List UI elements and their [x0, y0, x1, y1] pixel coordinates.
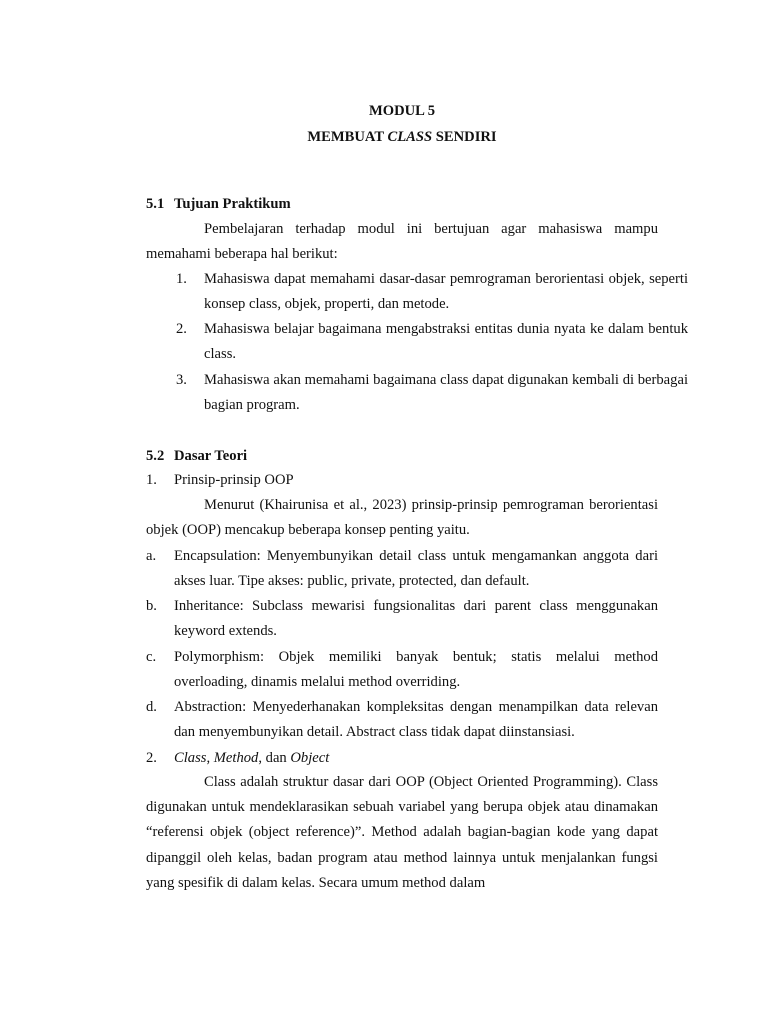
section-heading-dasar-teori	[146, 446, 247, 466]
subsection-title-class: Class	[174, 750, 207, 766]
list-item-label: 3.	[176, 372, 187, 388]
list-item-text: Inheritance: Subclass mewarisi fungsionalitas dari parent class menggunakan keyword extends.	[174, 598, 658, 640]
list-item	[146, 695, 658, 745]
list-item-text: Polymorphism: Objek memiliki banyak bentuk; statis melalui method overloading, dinamis melalui method overriding.	[174, 649, 658, 691]
subtitle-suffix: SENDIRI	[432, 129, 497, 145]
subsection-label: 2.	[146, 750, 157, 766]
list-item	[146, 544, 658, 594]
section-intro-paragraph: Pembelajaran terhadap modul ini bertujuan agar mahasiswa mampu memahami beberapa hal berikut:	[146, 221, 658, 263]
subsection-heading-prinsip-oop	[146, 468, 294, 493]
subsection-title-sep: , dan	[258, 750, 291, 766]
subsection-title-method: Method	[213, 750, 259, 766]
list-item-label: a.	[146, 548, 157, 564]
list-item	[176, 368, 688, 418]
subsection-heading-class-method-object	[146, 746, 329, 771]
list-item-text: Mahasiswa belajar bagaimana mengabstraksi entitas dunia nyata ke dalam bentuk class.	[204, 321, 688, 363]
list-item	[146, 645, 658, 695]
section-title: Tujuan Praktikum	[174, 196, 291, 212]
list-item-text: Encapsulation: Menyembunyikan detail class untuk mengamankan anggota dari akses luar. Tipe akses: public, private, protected, dan default.	[174, 548, 658, 590]
module-subtitle	[18, 127, 768, 147]
subsection-intro-paragraph: Menurut (Khairunisa et al., 2023) prinsip-prinsip pemrograman berorientasi objek (OOP) mencakup beberapa konsep penting yaitu.	[146, 497, 658, 539]
subsection-body-paragraph: Class adalah struktur dasar dari OOP (Object Oriented Programming). Class digunakan untuk mendeklarasikan sebuah variabel yang berupa objek atau dinamakan “referensi objek (object reference)”. Method adalah bagian-bagian kode yang dapat dipanggil oleh kelas, badan program atau method lainnya untuk menjalankan fungsi yang spesifik di dalam kelas. Secara umum method dalam	[146, 774, 658, 891]
list-item-label: b.	[146, 598, 157, 614]
list-item-label: 1.	[176, 271, 187, 287]
section-number: 5.1	[146, 196, 165, 212]
subsection-title-object: Object	[290, 750, 330, 766]
list-item-label: c.	[146, 649, 157, 665]
section-heading-tujuan	[146, 194, 291, 214]
list-item-text: Mahasiswa akan memahami bagaimana class dapat digunakan kembali di berbagai bagian program.	[204, 372, 688, 414]
subsection-label: 1.	[146, 472, 157, 488]
module-title: MODUL 5	[368, 103, 436, 119]
list-item-text: Mahasiswa dapat memahami dasar-dasar pemrograman berorientasi objek, seperti konsep class, objek, properti, dan metode.	[204, 271, 688, 313]
subtitle-emphasis: CLASS	[387, 129, 433, 145]
list-item-text: Abstraction: Menyederhanakan kompleksitas dengan menampilkan data relevan dan menyembunyikan detail. Abstract class tidak dapat diinstansiasi.	[174, 699, 658, 741]
list-item-label: d.	[146, 699, 157, 715]
subsection-title-sep: ,	[206, 750, 214, 766]
list-item	[176, 267, 688, 317]
subsection-title: Prinsip-prinsip OOP	[174, 472, 294, 488]
subtitle-prefix: MEMBUAT	[307, 129, 388, 145]
list-item	[176, 317, 688, 367]
list-item-label: 2.	[176, 321, 187, 337]
section-title: Dasar Teori	[174, 448, 248, 464]
section-number: 5.2	[146, 448, 165, 464]
list-item	[146, 594, 658, 644]
